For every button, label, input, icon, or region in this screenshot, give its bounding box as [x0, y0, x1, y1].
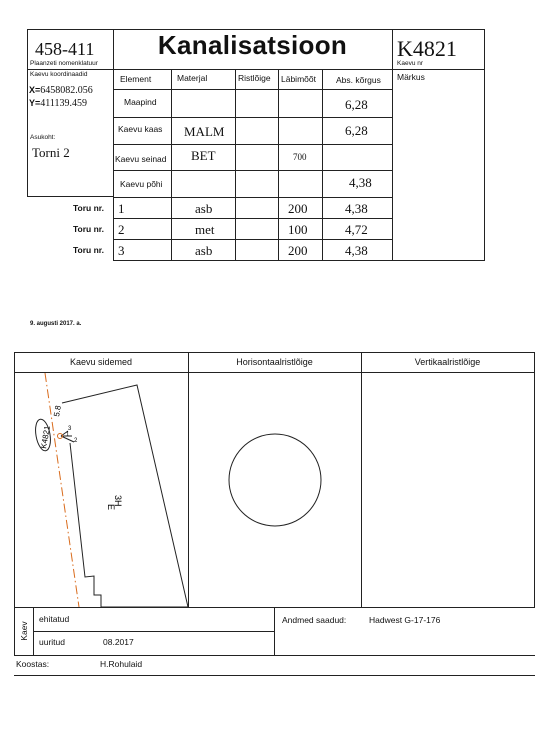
sheet-code: 458-411	[35, 39, 95, 59]
author-label: Koostas:	[16, 659, 50, 669]
col-header-diameter: Läbimõõt	[281, 74, 316, 84]
x-value: 6458082.056	[40, 85, 93, 96]
sheet-code-label: Plaanzeti nomenklatuur	[30, 60, 98, 67]
row-walls-diameter: 700	[293, 152, 307, 162]
coords-label: Kaevu koordinaadid	[30, 71, 88, 78]
pipe-label-3: 3	[68, 426, 72, 432]
pipe-1-abs: 4,38	[345, 201, 368, 216]
building-outline	[62, 385, 188, 607]
pipe-2-diameter: 100	[288, 222, 308, 237]
row-element-ground: Maapind	[124, 97, 157, 107]
pipe-2-nr: 2	[118, 222, 125, 237]
surveyed-value: 08.2017	[103, 637, 134, 647]
row-element-lid: Kaevu kaas	[118, 124, 163, 134]
row-lid-abs: 6,28	[345, 123, 368, 138]
pipe-1-diameter: 200	[288, 201, 308, 216]
pipe-1-nr: 1	[118, 201, 125, 216]
x-label: X=	[29, 85, 41, 95]
pipe-2-abs: 4,72	[345, 222, 368, 237]
row-bottom-abs: 4,38	[349, 175, 372, 190]
col-header-remarks: Märkus	[397, 72, 425, 82]
building-label-2: E	[106, 504, 116, 511]
y-coordinate	[29, 98, 87, 109]
col-header-material: Materjal	[177, 73, 208, 83]
pipe-3-material: asb	[195, 243, 213, 258]
well-tag: K4821	[39, 424, 52, 450]
col-header-element: Element	[120, 74, 152, 84]
col-header-section: Ristlõige	[238, 73, 271, 83]
row-element-bottom: Kaevu põhi	[120, 179, 163, 189]
building-label: 3H	[113, 495, 123, 507]
pipe-3-diameter: 200	[288, 243, 308, 258]
row-lid-material: MALM	[184, 124, 225, 139]
well-number: K4821	[397, 36, 457, 61]
pipe-1-material: asb	[195, 201, 213, 216]
location-value: Torni 2	[32, 145, 70, 160]
date-note: 9. augusti 2017. a.	[30, 321, 82, 327]
pipe-3-nr: 3	[118, 243, 125, 258]
col-title-horizontal-section: Horisontaalristlõige	[236, 357, 313, 367]
kaev-label: Kaev	[19, 621, 29, 641]
location-label: Asukoht:	[30, 134, 56, 141]
pipe-2-material: met	[195, 222, 215, 237]
surveyed-label: uuritud	[39, 637, 65, 647]
built-label: ehitatud	[39, 614, 70, 624]
page-title: Kanalisatsioon	[157, 30, 348, 60]
col-header-abs-height: Abs. kõrgus	[336, 75, 381, 85]
col-title-vertical-section: Vertikaalristlõige	[414, 357, 481, 367]
col-title-connections: Kaevu sidemed	[69, 357, 133, 367]
y-value: 411139.459	[40, 98, 88, 109]
source-value: Hadwest G-17-176	[369, 615, 441, 625]
dim-label: 5.8	[52, 404, 63, 418]
row-walls-material: BET	[191, 148, 216, 163]
pipe-3-abs: 4,38	[345, 243, 368, 258]
pipe-2-label: Toru nr.	[73, 224, 105, 234]
well-cross-section	[229, 434, 321, 526]
pipe-1-label: Toru nr.	[73, 203, 105, 213]
x-coordinate	[29, 85, 93, 96]
author-value: H.Rohulaid	[100, 659, 143, 669]
pipe-3-label: Toru nr.	[73, 245, 105, 255]
row-ground-abs: 6,28	[345, 97, 368, 112]
pipe-label-1: 1	[66, 432, 70, 438]
row-element-walls: Kaevu seinad	[115, 154, 167, 164]
site-sketch	[15, 373, 188, 607]
pipe-label-2: 2	[74, 438, 78, 444]
source-label: Andmed saadud:	[282, 615, 347, 625]
well-number-label: Kaevu nr	[397, 60, 424, 67]
horizontal-section-drawing	[188, 373, 361, 607]
y-label: Y=	[29, 98, 41, 108]
